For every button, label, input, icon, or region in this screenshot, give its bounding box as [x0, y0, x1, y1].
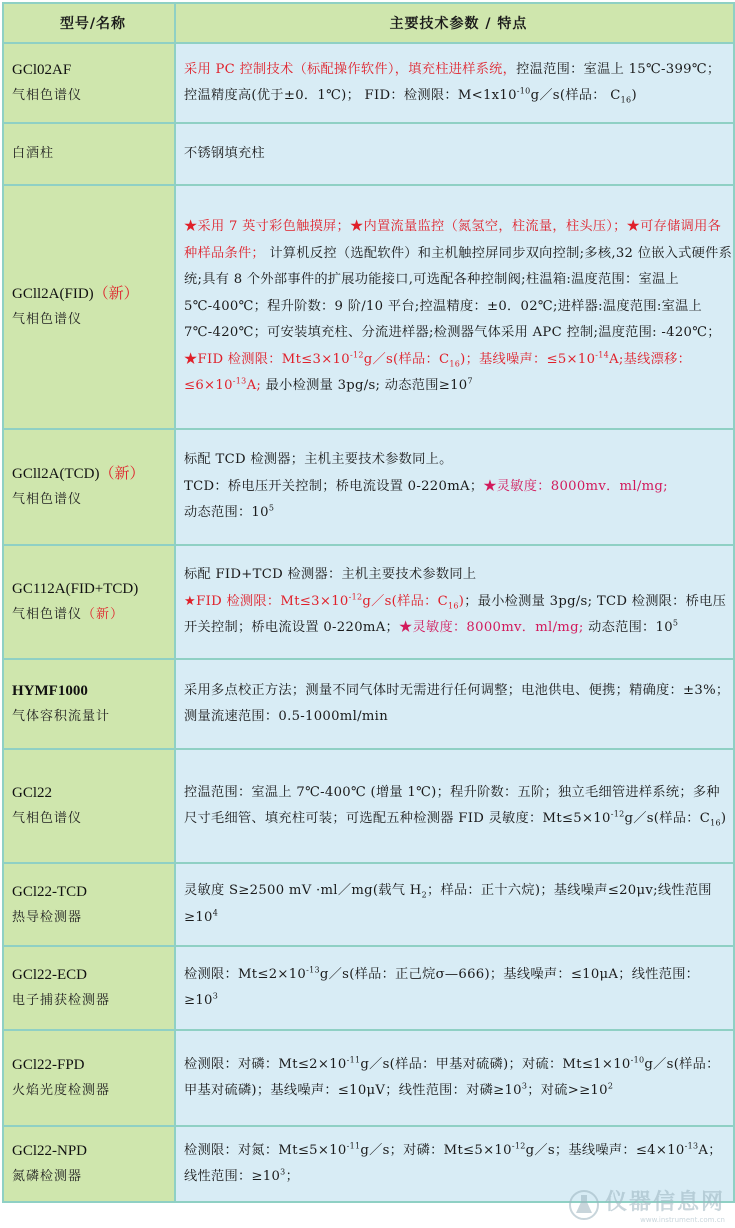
spec-text: g／s；基线噪声：≤4×10: [525, 1142, 685, 1158]
spec-text: g／s(样品：甲基对硫磷)；对硫：Mt≤1×10: [360, 1056, 631, 1072]
subscript: 16: [449, 359, 461, 369]
superscript: 2: [607, 1081, 614, 1091]
spec-highlight: ★FID 检测限：Mt≤3×10: [184, 351, 350, 367]
product-name: 电子捕获检测器: [12, 993, 111, 1008]
spec-text: 标配 TCD 检测器；主机主要技术参数同上。: [184, 452, 453, 468]
spec-highlight: g／s(样品：C: [362, 593, 448, 609]
spec-text: ；: [285, 1169, 300, 1184]
model-number: GCl02AF: [12, 62, 72, 78]
table-row: [3, 749, 734, 863]
model-cell: [3, 1030, 175, 1126]
model-code: GCll2A(TCD): [12, 466, 100, 482]
spec-text: 检测限：Mt≤2×10: [184, 966, 307, 982]
spec-text: g／s；对磷：Mt≤5×10: [360, 1142, 512, 1158]
spec-text: 最小检测量 3pg/s; 动态范围≥10: [261, 378, 468, 394]
spec-cell: [175, 659, 734, 749]
model-cell: [3, 545, 175, 659]
model-cell: [3, 429, 175, 545]
table-row: [3, 659, 734, 749]
spec-highlight: ★FID 检测限：Mt≤3×10: [184, 593, 349, 609]
table-row: [3, 946, 734, 1030]
watermark: [569, 1185, 725, 1224]
new-badge: （新）: [82, 607, 125, 622]
spec-text: 控温范围：室温上 15℃-399℃；控温精度高(优于±0．1℃)； FID：检测限：M<1x10: [184, 61, 721, 103]
superscript: 7: [467, 376, 473, 386]
spec-highlight: ): [458, 593, 465, 609]
spec-highlight: ★灵敏度：8000mv．ml/mg;: [399, 620, 584, 636]
subscript: 16: [447, 601, 459, 611]
product-name: 气相色谱仪: [12, 88, 83, 103]
product-name: 氮磷检测器: [12, 1169, 83, 1184]
spec-text: g／s(样品：C: [624, 811, 711, 826]
new-badge: （新）: [93, 286, 139, 302]
spec-cell: [175, 545, 734, 659]
model-number: [12, 461, 174, 487]
subscript: 16: [620, 95, 632, 105]
superscript: -13: [232, 376, 247, 386]
spec-text: ；最小检测量 3pg/s; TCD 检测限：桥电压开关控制；桥电流设置 0-220mA；: [184, 593, 727, 636]
model-number: GCl22-ECD: [12, 967, 87, 983]
spec-text: 检测限：对磷：Mt≤2×10: [184, 1056, 347, 1072]
spec-text: g／s(样品：甲基对硫磷)；基线噪声：≤10μV；线性范围：对磷≥10: [184, 1056, 720, 1098]
model-code: GCll2A(FID): [12, 286, 94, 302]
table-header-row: [3, 3, 734, 43]
model-number: GCl22-TCD: [12, 883, 87, 900]
spec-table: [2, 2, 735, 1203]
superscript: 3: [521, 1081, 528, 1091]
table-row: [3, 429, 734, 545]
model-cell: [3, 863, 175, 946]
spec-cell: [175, 185, 734, 429]
spec-cell: [175, 123, 734, 185]
spec-text: g／s(样品： C: [530, 88, 621, 103]
spec-text: 动态范围：10: [184, 505, 269, 521]
superscript: -14: [595, 350, 610, 360]
superscript: -12: [610, 809, 625, 819]
model-number: GCl22-FPD: [12, 1057, 85, 1073]
superscript: 5: [672, 618, 679, 628]
subscript: 2: [421, 890, 427, 900]
model-number: GCl22: [12, 785, 53, 801]
table-row: [3, 545, 734, 659]
spec-highlight: 采用 PC 控制技术（标配操作软件），填充柱进样系统，: [184, 61, 517, 77]
table-row: [3, 185, 734, 429]
model-cell: [3, 659, 175, 749]
spec-highlight: ★采用 7 英寸彩色触摸屏；★内置流量监控（氮氢空，柱流量，柱头压）；★可存储调用各种样品条件；: [184, 219, 722, 261]
product-name: 气相色谱仪: [12, 492, 83, 507]
header-specs: 主要技术参数 / 特点: [175, 3, 734, 43]
superscript: -10: [630, 1055, 645, 1065]
superscript: -13: [306, 965, 320, 975]
product-name: 气相色谱仪: [12, 811, 83, 826]
product-name: 气相色谱仪: [12, 312, 83, 327]
spec-text: ): [720, 811, 727, 826]
model-cell: [3, 185, 175, 429]
model-cell: [3, 1126, 175, 1202]
spec-text: ): [631, 88, 637, 103]
model-number: HYMF1000: [12, 683, 88, 699]
model-cell: [3, 946, 175, 1030]
spec-cell: [175, 749, 734, 863]
model-number: GCl22-NPD: [12, 1143, 88, 1159]
spec-text: 采用多点校正方法；测量不同气体时无需进行任何调整；电池供电、便携；精确度：±3%；测量流速范围：0.5-1000ml/min: [184, 682, 730, 724]
spec-highlight: g／s(样品：C: [363, 351, 450, 367]
superscript: -10: [516, 86, 531, 96]
model-cell: [3, 749, 175, 863]
product-name: 火焰光度检测器: [12, 1083, 111, 1098]
product-name: 气体容积流量计: [12, 709, 111, 724]
flask-icon: [569, 1188, 599, 1222]
model-number: 白酒柱: [12, 146, 55, 161]
superscript: -13: [684, 1141, 699, 1151]
spec-text: ；样品：正十六烷)；基线噪声≤20μv;线性范围≥10: [184, 883, 712, 925]
spec-cell: [175, 946, 734, 1030]
table-row: [3, 1030, 734, 1126]
model-cell: [3, 123, 175, 185]
superscript: -12: [511, 1141, 526, 1151]
spec-text: 标配 FID+TCD 检测器：主机主要技术参数同上: [184, 567, 477, 583]
spec-text: TCD：桥电压开关控制；桥电流设置 0-220mA；: [184, 478, 484, 494]
product-name: 热导检测器: [12, 909, 83, 925]
spec-highlight: A;基线漂移：≤6×10: [184, 351, 692, 394]
spec-text: 检测限：对氮：Mt≤5×10: [184, 1142, 347, 1158]
product-name: [12, 602, 174, 628]
spec-text: ；对硫>≥10: [527, 1083, 608, 1098]
spec-cell: [175, 429, 734, 545]
new-badge: （新）: [99, 466, 145, 482]
superscript: -12: [348, 592, 363, 602]
superscript: 3: [212, 991, 219, 1001]
superscript: 5: [268, 503, 275, 513]
spec-cell: [175, 1030, 734, 1126]
spec-text: 灵敏度 S≥2500 mV ·ml／mg(载气 H: [184, 883, 422, 898]
header-model-name: 型号/名称: [3, 3, 175, 43]
spec-highlight: ★灵敏度：8000mv．ml/mg;: [483, 478, 668, 494]
spec-highlight: )；基线噪声：≤5×10: [460, 351, 596, 367]
spec-text: A；线性范围：≥10: [184, 1142, 722, 1184]
watermark-text: 仪器信息网: [604, 1190, 725, 1215]
watermark-url: www.instrument.com.cn: [640, 1216, 725, 1224]
spec-cell: [175, 43, 734, 123]
spec-text: 动态范围：10: [583, 620, 673, 636]
spec-highlight: A;: [246, 378, 262, 394]
spec-text: 不锈钢填充柱: [184, 145, 265, 161]
model-number: GC112A(FID+TCD): [12, 581, 139, 597]
spec-text: 计算机反控（选配软件）和主机触控屏同步双向控制;多核,32 位嵌入式硬件系统;具有 8 个外部事件的扩展功能接口,可选配各种控制阀;柱温箱:温度范围：室温上 5℃-400℃；程升阶数：9 阶/10 平台;控温精度：±0．02℃;进样器:温度范围:室温上 7℃-420℃；可安装填充柱、分流进样器;检测器气体采用 APC 控制;温度范围: -420℃；: [184, 245, 733, 341]
superscript: -11: [346, 1141, 361, 1151]
superscript: -12: [349, 350, 364, 360]
product-name-text: 气相色谱仪: [12, 607, 83, 622]
model-number: [12, 281, 174, 307]
table-row: [3, 123, 734, 185]
table-row: [3, 863, 734, 946]
table-row: [3, 43, 734, 123]
superscript: -11: [346, 1055, 361, 1065]
model-cell: [3, 43, 175, 123]
superscript: 4: [212, 908, 219, 918]
spec-cell: [175, 863, 734, 946]
superscript: 3: [280, 1167, 286, 1177]
spec-text: 控温范围：室温上 7℃-400℃ (增量 1℃)；程升阶数：五阶；独立毛细管进样系统；多种尺寸毛细管、填充柱可装；可选配五种检测器 FID 灵敏度：Mt≤5×10: [184, 784, 720, 826]
spec-text: g／s(样品：正己烷σ—666)；基线噪声：≤10μA；线性范围：≥10: [184, 966, 700, 1008]
subscript: 16: [710, 818, 721, 828]
